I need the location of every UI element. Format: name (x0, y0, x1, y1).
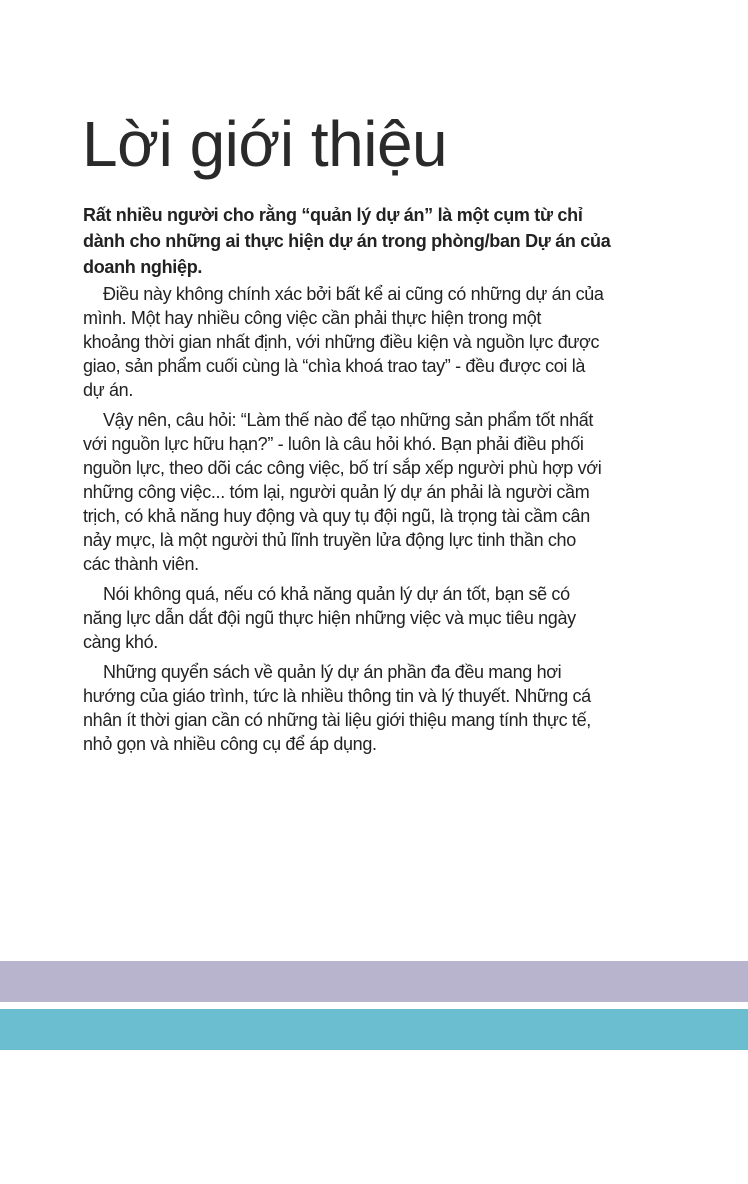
text-line: trịch, có khả năng huy động và quy tụ đội ngũ, là trọng tài cầm cân (83, 506, 590, 526)
text-line: nhân ít thời gian cần có những tài liệu giới thiệu mang tính thực tế, (83, 710, 591, 730)
text-line: năng lực dẫn dắt đội ngũ thực hiện những việc và mục tiêu ngày (83, 608, 576, 628)
text-line: khoảng thời gian nhất định, với những điều kiện và nguồn lực được (83, 332, 600, 352)
decorative-band-lavender (0, 961, 748, 1002)
text-line: nguồn lực, theo dõi các công việc, bố trí sắp xếp người phù hợp với (83, 458, 602, 478)
text-line: doanh nghiệp. (83, 257, 203, 277)
text-line: Vậy nên, câu hỏi: “Làm thế nào để tạo những sản phẩm tốt nhất (103, 410, 594, 430)
intro-content (83, 202, 683, 762)
body-paragraph-1 (83, 282, 683, 402)
page-title: Lời giới thiệu (82, 108, 448, 180)
text-line: dự án. (83, 380, 133, 400)
text-line: hướng của giáo trình, tức là nhiều thông tin và lý thuyết. Những cá (83, 686, 591, 706)
text-line: nhỏ gọn và nhiều công cụ để áp dụng. (83, 734, 377, 754)
body-paragraph-4 (83, 660, 683, 756)
text-line: Những quyển sách về quản lý dự án phần đa đều mang hơi (103, 662, 562, 682)
text-line: càng khó. (83, 632, 158, 652)
body-paragraph-3 (83, 582, 683, 654)
text-line: mình. Một hay nhiều công việc cần phải thực hiện trong một (83, 308, 542, 328)
text-line: Nói không quá, nếu có khả năng quản lý dự án tốt, bạn sẽ có (103, 584, 570, 604)
text-line: dành cho những ai thực hiện dự án trong phòng/ban Dự án của (83, 231, 611, 251)
decorative-band-teal (0, 1009, 748, 1050)
text-line: những công việc... tóm lại, người quản lý dự án phải là người cầm (83, 482, 590, 502)
text-line: Điều này không chính xác bởi bất kể ai cũng có những dự án của (103, 284, 604, 304)
text-line: Rất nhiều người cho rằng “quản lý dự án” là một cụm từ chỉ (83, 205, 583, 225)
text-line: giao, sản phẩm cuối cùng là “chìa khoá trao tay” - đều được coi là (83, 356, 586, 376)
lead-paragraph (83, 202, 683, 280)
text-line: với nguồn lực hữu hạn?” - luôn là câu hỏi khó. Bạn phải điều phối (83, 434, 584, 454)
body-paragraph-2 (83, 408, 683, 576)
text-line: các thành viên. (83, 554, 199, 574)
text-line: nảy mực, là một người thủ lĩnh truyền lửa động lực tinh thần cho (83, 530, 576, 550)
